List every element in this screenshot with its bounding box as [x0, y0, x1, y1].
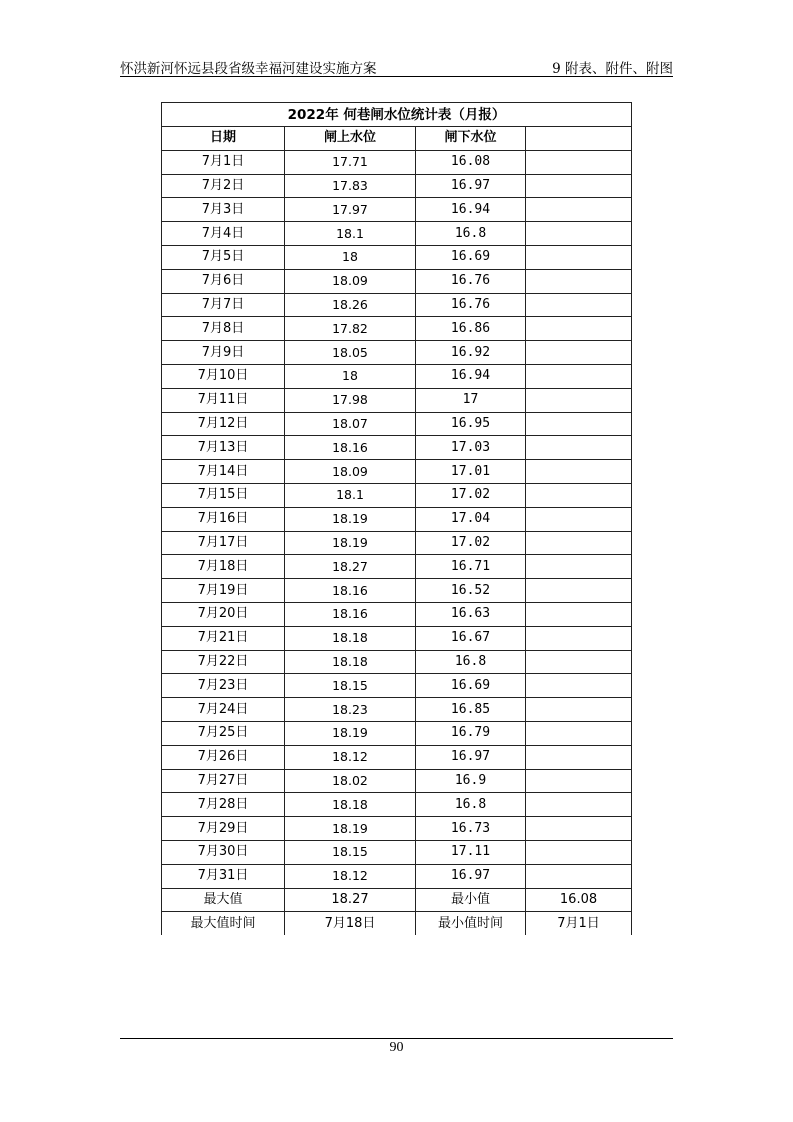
cell-upstream-level: 18.16 [285, 436, 416, 460]
cell-downstream-level: 17.02 [416, 531, 526, 555]
table-row [162, 150, 632, 174]
cell-downstream-level: 16.76 [416, 269, 526, 293]
summary-value: 18.27 [285, 888, 416, 912]
cell-upstream-level: 18.18 [285, 793, 416, 817]
cell-date: 7月17日 [162, 531, 285, 555]
cell-blank [526, 602, 632, 626]
table-row [162, 198, 632, 222]
cell-date: 7月21日 [162, 626, 285, 650]
table-row [162, 864, 632, 888]
cell-date: 7月2日 [162, 174, 285, 198]
cell-upstream-level: 17.97 [285, 198, 416, 222]
cell-downstream-level: 16.92 [416, 341, 526, 365]
cell-blank [526, 460, 632, 484]
cell-date: 7月8日 [162, 317, 285, 341]
table-row [162, 174, 632, 198]
footer-divider [120, 1038, 673, 1039]
table-row [162, 222, 632, 246]
cell-upstream-level: 17.71 [285, 150, 416, 174]
table-row [162, 769, 632, 793]
cell-date: 7月1日 [162, 150, 285, 174]
table-row [162, 721, 632, 745]
cell-upstream-level: 18.19 [285, 721, 416, 745]
cell-upstream-level: 18.27 [285, 555, 416, 579]
cell-date: 7月25日 [162, 721, 285, 745]
cell-downstream-level: 16.85 [416, 698, 526, 722]
cell-blank [526, 555, 632, 579]
table-row [162, 650, 632, 674]
cell-upstream-level: 17.82 [285, 317, 416, 341]
cell-upstream-level: 18.02 [285, 769, 416, 793]
cell-blank [526, 412, 632, 436]
cell-date: 7月20日 [162, 602, 285, 626]
cell-downstream-level: 16.8 [416, 650, 526, 674]
cell-date: 7月14日 [162, 460, 285, 484]
cell-downstream-level: 16.94 [416, 364, 526, 388]
cell-downstream-level: 17 [416, 388, 526, 412]
summary-min-value: 16.08 [526, 888, 632, 912]
column-header-downstream-level: 闸下水位 [416, 127, 526, 151]
cell-downstream-level: 16.73 [416, 817, 526, 841]
cell-upstream-level: 18.23 [285, 698, 416, 722]
cell-blank [526, 698, 632, 722]
cell-downstream-level: 16.76 [416, 293, 526, 317]
cell-upstream-level: 18.15 [285, 840, 416, 864]
cell-upstream-level: 18.16 [285, 579, 416, 603]
cell-date: 7月4日 [162, 222, 285, 246]
cell-downstream-level: 16.97 [416, 864, 526, 888]
cell-date: 7月30日 [162, 840, 285, 864]
cell-blank [526, 483, 632, 507]
table-row [162, 531, 632, 555]
table-row [162, 436, 632, 460]
cell-downstream-level: 16.79 [416, 721, 526, 745]
cell-blank [526, 245, 632, 269]
cell-date: 7月11日 [162, 388, 285, 412]
cell-blank [526, 579, 632, 603]
cell-blank [526, 364, 632, 388]
cell-date: 7月28日 [162, 793, 285, 817]
cell-upstream-level: 17.83 [285, 174, 416, 198]
cell-upstream-level: 18.19 [285, 531, 416, 555]
cell-downstream-level: 16.67 [416, 626, 526, 650]
summary-value: 7月18日 [285, 912, 416, 935]
cell-date: 7月24日 [162, 698, 285, 722]
table-time-row [162, 912, 632, 935]
table-row [162, 317, 632, 341]
cell-blank [526, 864, 632, 888]
column-header-upstream-level: 闸上水位 [285, 127, 416, 151]
cell-date: 7月31日 [162, 864, 285, 888]
cell-date: 7月9日 [162, 341, 285, 365]
cell-date: 7月29日 [162, 817, 285, 841]
table-row [162, 555, 632, 579]
cell-blank [526, 840, 632, 864]
table-row [162, 579, 632, 603]
water-level-table-container [161, 102, 631, 935]
table-title: 2022年 何巷闸水位统计表（月报） [162, 103, 632, 127]
cell-downstream-level: 16.97 [416, 745, 526, 769]
cell-downstream-level: 17.01 [416, 460, 526, 484]
cell-downstream-level: 16.69 [416, 674, 526, 698]
table-row [162, 840, 632, 864]
header-section-title: 9 附表、附件、附图 [552, 61, 673, 77]
table-row [162, 745, 632, 769]
cell-upstream-level: 18.1 [285, 483, 416, 507]
cell-date: 7月23日 [162, 674, 285, 698]
table-row [162, 412, 632, 436]
cell-upstream-level: 18 [285, 245, 416, 269]
cell-upstream-level: 18.07 [285, 412, 416, 436]
cell-blank [526, 793, 632, 817]
cell-blank [526, 817, 632, 841]
table-row [162, 388, 632, 412]
column-header-date: 日期 [162, 127, 285, 151]
table-row [162, 507, 632, 531]
cell-downstream-level: 17.02 [416, 483, 526, 507]
table-row [162, 698, 632, 722]
summary-label: 最大值时间 [162, 912, 285, 935]
cell-downstream-level: 17.03 [416, 436, 526, 460]
cell-upstream-level: 18.09 [285, 460, 416, 484]
cell-blank [526, 388, 632, 412]
cell-blank [526, 269, 632, 293]
cell-blank [526, 222, 632, 246]
table-row [162, 460, 632, 484]
cell-blank [526, 198, 632, 222]
cell-upstream-level: 18.1 [285, 222, 416, 246]
cell-upstream-level: 18.26 [285, 293, 416, 317]
cell-blank [526, 436, 632, 460]
cell-date: 7月26日 [162, 745, 285, 769]
table-row [162, 483, 632, 507]
cell-upstream-level: 18.09 [285, 269, 416, 293]
cell-date: 7月10日 [162, 364, 285, 388]
cell-blank [526, 769, 632, 793]
cell-downstream-level: 16.8 [416, 793, 526, 817]
page-header [120, 55, 673, 77]
header-divider [120, 76, 673, 77]
cell-blank [526, 674, 632, 698]
cell-date: 7月16日 [162, 507, 285, 531]
cell-upstream-level: 18.19 [285, 507, 416, 531]
table-row [162, 364, 632, 388]
cell-downstream-level: 16.71 [416, 555, 526, 579]
table-row [162, 293, 632, 317]
cell-downstream-level: 16.69 [416, 245, 526, 269]
summary-min-label: 最小值 [416, 888, 526, 912]
cell-date: 7月13日 [162, 436, 285, 460]
cell-date: 7月12日 [162, 412, 285, 436]
cell-upstream-level: 18.05 [285, 341, 416, 365]
cell-blank [526, 531, 632, 555]
table-row [162, 674, 632, 698]
cell-downstream-level: 17.04 [416, 507, 526, 531]
cell-upstream-level: 17.98 [285, 388, 416, 412]
cell-downstream-level: 17.11 [416, 840, 526, 864]
cell-date: 7月7日 [162, 293, 285, 317]
table-header-row [162, 127, 632, 151]
cell-blank [526, 341, 632, 365]
table-row [162, 817, 632, 841]
table-row [162, 602, 632, 626]
cell-downstream-level: 16.9 [416, 769, 526, 793]
cell-upstream-level: 18.16 [285, 602, 416, 626]
cell-date: 7月18日 [162, 555, 285, 579]
cell-date: 7月27日 [162, 769, 285, 793]
cell-date: 7月22日 [162, 650, 285, 674]
table-title-row [162, 103, 632, 127]
header-document-title: 怀洪新河怀远县段省级幸福河建设实施方案 [120, 61, 377, 77]
summary-min-label: 最小值时间 [416, 912, 526, 935]
cell-downstream-level: 16.95 [416, 412, 526, 436]
cell-blank [526, 507, 632, 531]
cell-date: 7月6日 [162, 269, 285, 293]
cell-downstream-level: 16.94 [416, 198, 526, 222]
cell-blank [526, 150, 632, 174]
cell-upstream-level: 18.18 [285, 650, 416, 674]
cell-upstream-level: 18.12 [285, 745, 416, 769]
cell-upstream-level: 18.18 [285, 626, 416, 650]
cell-downstream-level: 16.52 [416, 579, 526, 603]
cell-upstream-level: 18.12 [285, 864, 416, 888]
water-level-table [161, 102, 632, 935]
cell-upstream-level: 18 [285, 364, 416, 388]
table-row [162, 341, 632, 365]
cell-downstream-level: 16.97 [416, 174, 526, 198]
cell-date: 7月5日 [162, 245, 285, 269]
cell-date: 7月15日 [162, 483, 285, 507]
cell-downstream-level: 16.63 [416, 602, 526, 626]
table-max-row [162, 888, 632, 912]
cell-blank [526, 317, 632, 341]
summary-label: 最大值 [162, 888, 285, 912]
cell-downstream-level: 16.8 [416, 222, 526, 246]
cell-downstream-level: 16.08 [416, 150, 526, 174]
cell-blank [526, 721, 632, 745]
cell-date: 7月3日 [162, 198, 285, 222]
table-row [162, 626, 632, 650]
table-row [162, 245, 632, 269]
cell-blank [526, 293, 632, 317]
table-row [162, 269, 632, 293]
page-number: 90 [389, 1040, 404, 1055]
table-row [162, 793, 632, 817]
cell-downstream-level: 16.86 [416, 317, 526, 341]
cell-date: 7月19日 [162, 579, 285, 603]
cell-blank [526, 626, 632, 650]
cell-blank [526, 745, 632, 769]
cell-blank [526, 174, 632, 198]
cell-upstream-level: 18.19 [285, 817, 416, 841]
cell-blank [526, 650, 632, 674]
column-header-blank [526, 127, 632, 151]
cell-upstream-level: 18.15 [285, 674, 416, 698]
summary-min-value: 7月1日 [526, 912, 632, 935]
